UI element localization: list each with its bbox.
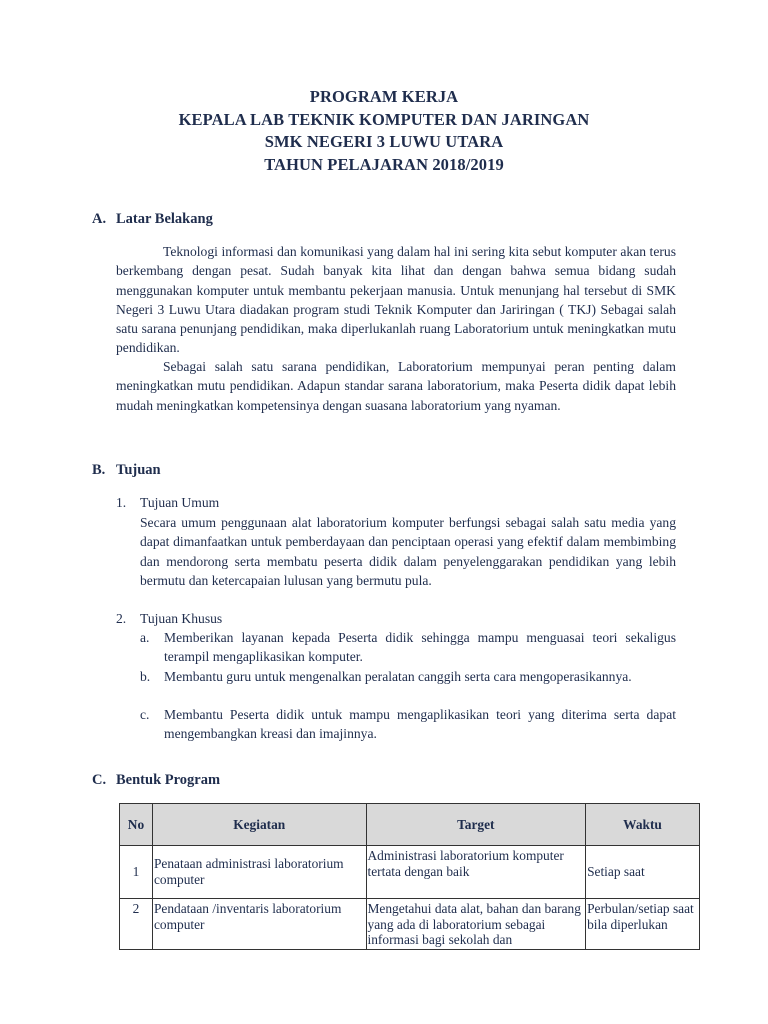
title-line-4: TAHUN PELAJARAN 2018/2019	[264, 154, 504, 174]
tujuan-umum-number: 1.	[116, 495, 127, 510]
table-row	[120, 899, 700, 950]
cell-target: Administrasi laboratorium komputer tertata dengan baik	[366, 846, 586, 899]
section-b-heading	[92, 462, 161, 479]
header-no: No	[120, 804, 153, 846]
header-kegiatan: Kegiatan	[152, 804, 366, 846]
section-b-title: Tujuan	[116, 462, 161, 478]
title-line-1: PROGRAM KERJA	[309, 87, 459, 106]
title-line-3: SMK NEGERI 3 LUWU UTARA	[264, 132, 504, 151]
cell-kegiatan: Penataan administrasi laboratorium computer	[152, 846, 366, 899]
cell-target: Mengetahui data alat, bahan dan barang yang ada di laboratorium sebagai informasi bagi sekolah dan	[366, 899, 586, 950]
section-c-letter: C.	[92, 772, 107, 788]
cell-kegiatan: Pendataan /inventaris laboratorium computer	[152, 899, 366, 950]
section-a-paragraph-1: Teknologi informasi dan komunikasi yang dalam hal ini sering kita sebut komputer akan terus berkembang dengan pesat. Sudah banyak kita lihat dan dengan bahwa semua bidang sudah menggunakan komputer untuk membantu pekerjaan manusia. Untuk menunjang hal tersebut di SMK Negeri 3 Luwu Utara diadakan program studi Teknik Komputer dan Jariringan ( TKJ) Sebagai salah satu sarana penunjang pendidikan, maka diperlukanlah ruang Laboratorium untuk meningkatkan mutu pendidikan.	[116, 244, 676, 356]
program-table	[119, 803, 700, 950]
tujuan-khusus-title: Tujuan Khusus	[140, 611, 223, 626]
table-row	[120, 846, 700, 899]
tujuan-umum-text: Secara umum penggunaan alat laboratorium komputer berfungsi sebagai salah satu media yang dapat dimanfaatkan untuk pemberdayaan dan penciptaan operasi yang efektif dalam membimbing dan mendorong serta membatu peserta didik dalam penyelenggarakan pendidikan yang lebih bermutu dan ketercapaian lulusan yang bermutu pula.	[140, 515, 676, 588]
section-a-heading	[92, 211, 213, 228]
sub-item-c-text: Membantu Peserta didik untuk mampu mengaplikasikan teori yang diterima serta dapat mengembangkan kreasi dan imajinnya.	[164, 707, 676, 742]
section-a-title: Latar Belakang	[116, 211, 213, 227]
sub-item-b-text: Membantu guru untuk mengenalkan peralatan canggih serta cara mengoperasikannya.	[164, 669, 632, 684]
cell-no: 2	[120, 899, 153, 950]
sub-item-b-letter: b.	[140, 669, 151, 684]
cell-no: 1	[120, 846, 153, 899]
sub-item-a-text: Memberikan layanan kepada Peserta didik sehingga mampu menguasai teori sekaligus terampil mengaplikasikan komputer.	[164, 630, 676, 665]
document-title	[0, 86, 768, 176]
section-b-letter: B.	[92, 462, 106, 478]
header-target: Target	[366, 804, 586, 846]
section-a-paragraph-2: Sebagai salah satu sarana pendidikan, Laboratorium mempunyai peran penting dalam meningkatkan mutu pendidikan. Adapun standar sarana laboratorium, maka Peserta didik dapat lebih mudah meningkatkan kompetensinya dengan suasana laboratorium yang nyaman.	[116, 359, 676, 413]
cell-waktu: Perbulan/setiap saat bila diperlukan	[586, 899, 700, 950]
title-line-2: KEPALA LAB TEKNIK KOMPUTER DAN JARINGAN	[178, 109, 590, 129]
sub-item-c-letter: c.	[140, 707, 150, 722]
cell-waktu: Setiap saat	[586, 846, 700, 899]
tujuan-khusus-number: 2.	[116, 611, 127, 626]
sub-item-a-letter: a.	[140, 630, 150, 645]
section-c-title: Bentuk Program	[116, 772, 221, 788]
section-c-heading	[92, 772, 220, 789]
tujuan-umum-title: Tujuan Umum	[140, 495, 220, 510]
header-waktu: Waktu	[586, 804, 700, 846]
table-header-row	[120, 804, 700, 846]
section-a-letter: A.	[92, 211, 107, 227]
